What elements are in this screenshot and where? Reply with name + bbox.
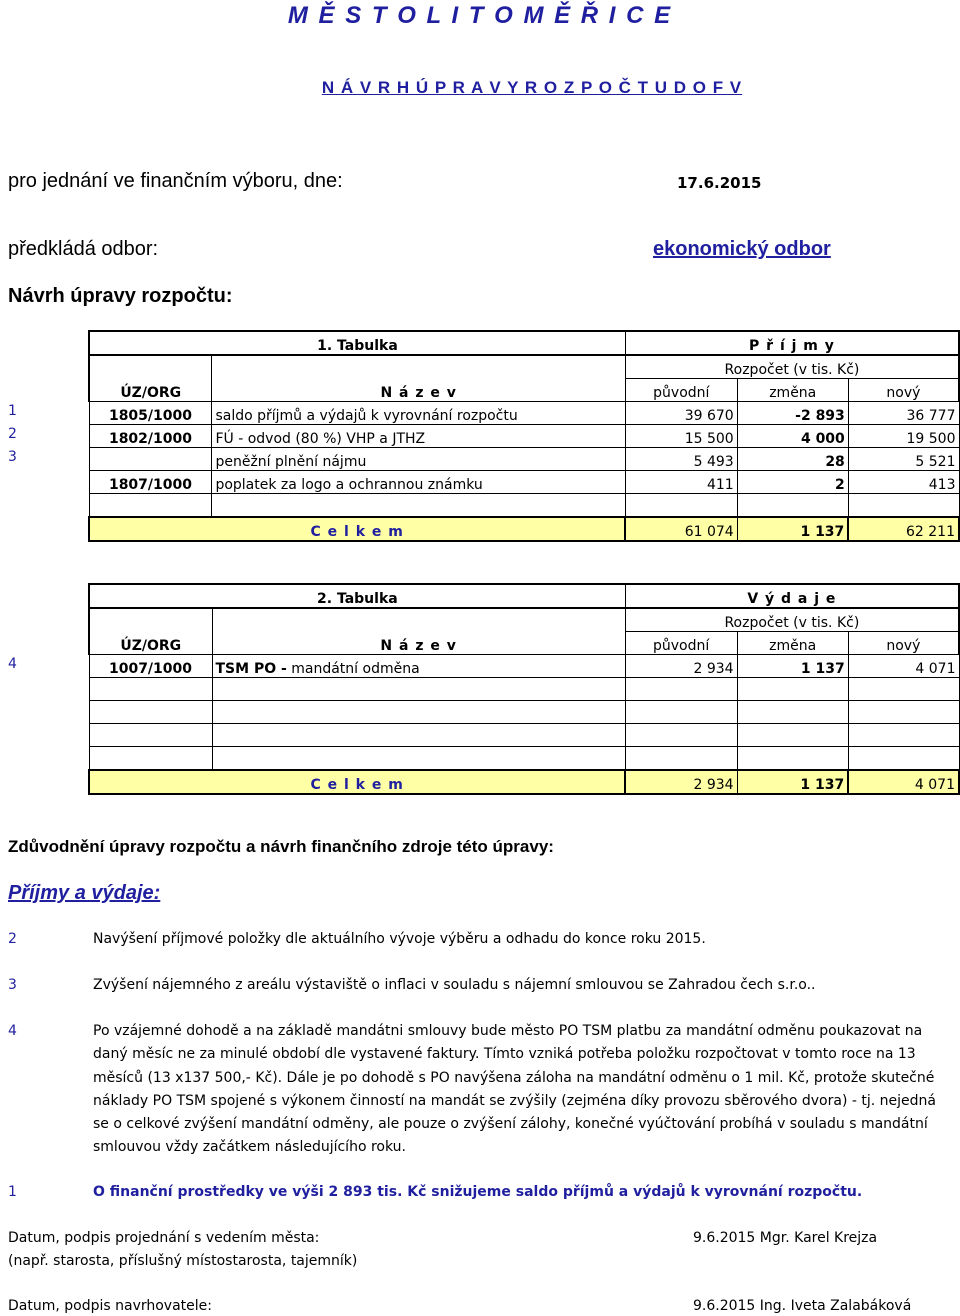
item-text: Po vzájemné dohodě a na základě mandátni smlouvy bude město PO TSM platbu za mandátní odměnu poukazovat na daný měsíc ne za minulé období dle vystavené faktury. Tímto vzniká potřeba položku rozpočtovat v tomto roce na 13 měsíců (13 x137 500,- Kč). Dále je po dohodě s PO navýšena záloha na mandátní odměnu o 1 mil. Kč, protože skutečné náklady PO TSM spojené s výkonem činností na mandát se zvýšily (zejména díky provozu sběrového dvora) - tj. nejedná se o celkové zvýšení mandátní odměny, ale pouze o zvýšení zálohy, konečné vyúčtování probíhá v souladu s mandátní smlouvou vždy začátkem následujícího roku. [93,1023,936,1156]
signature-label-management: Datum, podpis projednání s vedením města: [8,1230,320,1246]
table2-caption: 2. Tabulka [89,584,625,608]
table2-total-row: C e l k e m 2 934 1 137 4 071 [89,770,959,794]
table2-total-label: C e l k e m [89,770,625,794]
table2-col-uz: ÚZ/ORG [89,632,212,655]
meeting-date: 17.6.2015 [677,174,762,192]
table2-col-name: N á z e v [212,632,625,655]
table1-caption: 1. Tabulka [89,331,625,355]
item-text: Navýšení příjmové položky dle aktuálního vývoje výběru a odhadu do konce roku 2015. [93,931,706,947]
item-number: 4 [8,1023,17,1039]
table1-budget-label: Rozpočet (v tis. Kč) [625,355,959,379]
table-row: 1805/1000 saldo příjmů a výdajů k vyrovnání rozpočtu 39 670 -2 893 36 777 [89,402,959,425]
meeting-label: pro jednání ve finančním výboru, dne: [8,170,343,192]
signature-value-proposer: 9.6.2015 Ing. Iveta Zalabáková [693,1298,912,1314]
table1-section: P ř í j m y [625,331,959,355]
table1-total-row: C e l k e m 61 074 1 137 62 211 [89,517,959,541]
revenue-table [88,330,960,542]
table1-col-orig: původní [625,379,737,402]
table-row: 1007/1000 TSM PO - mandátní odměna 2 934 1 137 4 071 [89,655,959,678]
signature-value-management: 9.6.2015 Mgr. Karel Krejza [693,1230,878,1246]
table1-col-new: nový [848,379,959,402]
document-title: N Á V R H Ú P R A V Y R O Z P O Č T U D O F V [321,78,743,97]
dept-value: ekonomický odbor [653,238,831,260]
row-number: 4 [8,656,17,672]
table2-col-change: změna [737,632,848,655]
item-number: 1 [8,1184,17,1200]
item-number: 3 [8,977,17,993]
expense-table [88,583,960,795]
signature-note: (např. starosta, příslušný místostarosta, tajemník) [8,1253,358,1269]
table1-col-change: změna [737,379,848,402]
row-number: 3 [8,449,17,465]
table2-section: V ý d a j e [625,584,959,608]
table1-col-uz: ÚZ/ORG [89,379,212,402]
table2-col-new: nový [848,632,959,655]
table2-col-orig: původní [625,632,737,655]
row-number: 1 [8,403,17,419]
dept-label: předkládá odbor: [8,238,159,260]
row-number: 2 [8,426,17,442]
city-title: M Ě S T O L I T O M Ě Ř I C E [287,2,673,29]
justification-heading: Zdůvodnění úpravy rozpočtu a návrh finančního zdroje této úpravy: [8,837,554,856]
proposal-label: Návrh úpravy rozpočtu: [8,285,233,307]
justification-subheading: Příjmy a výdaje: [8,882,161,904]
table1-total-label: C e l k e m [89,517,625,541]
table-row: peněžní plnění nájmu 5 493 28 5 521 [89,448,959,471]
table1-col-name: N á z e v [212,379,625,402]
table2-budget-label: Rozpočet (v tis. Kč) [625,608,959,632]
item-text: Zvýšení nájemného z areálu výstaviště o inflaci v souladu s nájemní smlouvou se Zahradou čech s.r.o.. [93,977,816,993]
table-row: 1802/1000 FÚ - odvod (80 %) VHP a JTHZ 15 500 4 000 19 500 [89,425,959,448]
signature-label-proposer: Datum, podpis navrhovatele: [8,1298,212,1314]
item-text: O finanční prostředky ve výši 2 893 tis. Kč snižujeme saldo příjmů a výdajů k vyrovnání rozpočtu. [93,1184,863,1200]
item-number: 2 [8,931,17,947]
table-row: 1807/1000 poplatek za logo a ochrannou známku 411 2 413 [89,471,959,494]
